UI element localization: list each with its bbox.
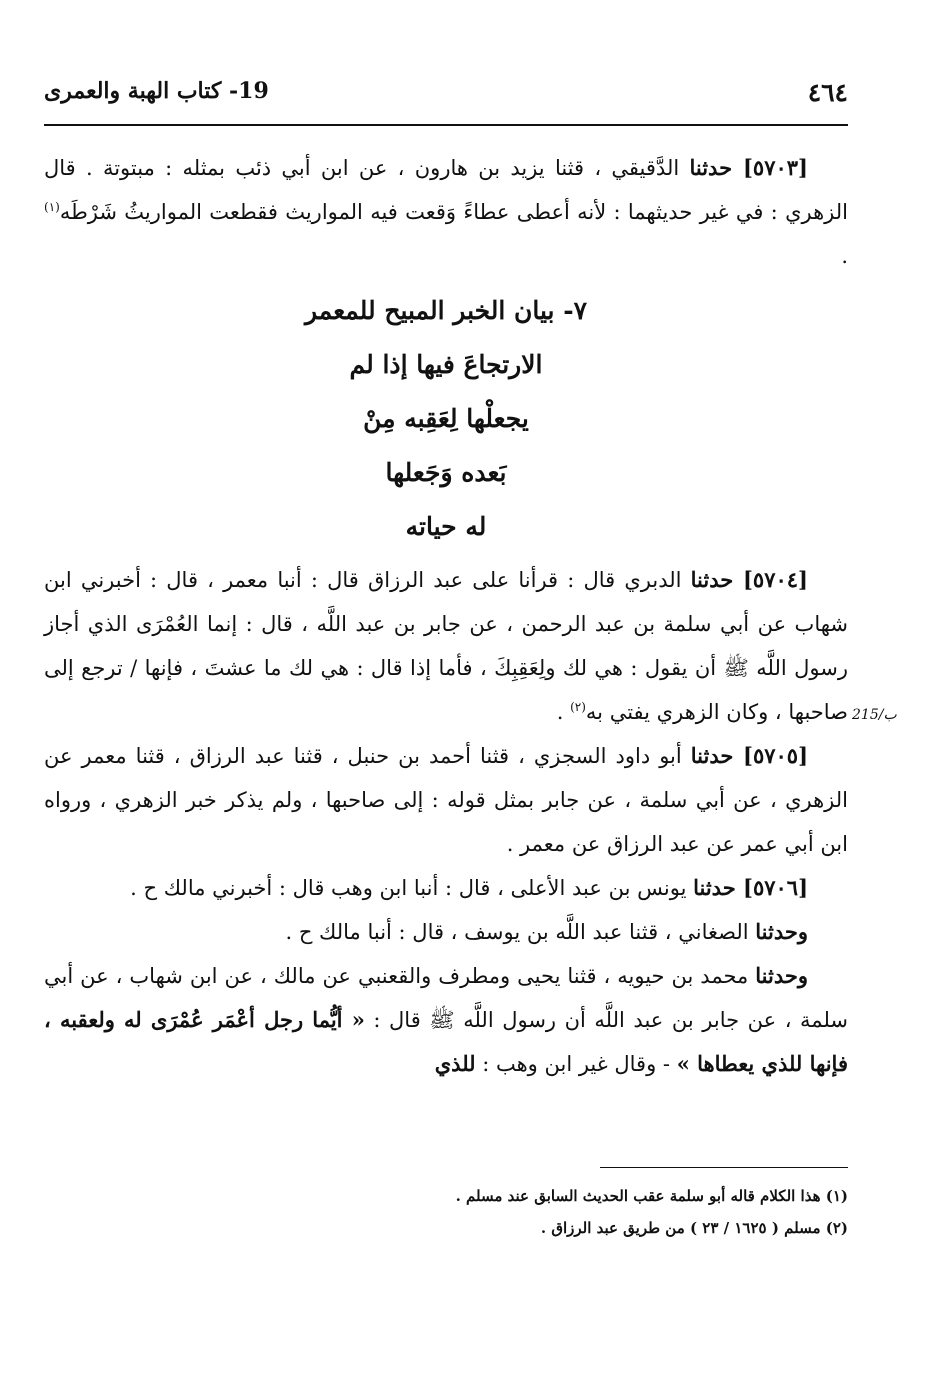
running-title: 19- كتاب الهبة والعمرى bbox=[44, 78, 269, 104]
hadith-matn-quote: « أيُّما رجل أعْمَر عُمْرَى له ولعقبه ، فإنها للذي يعطاها » bbox=[44, 1007, 848, 1076]
page-number: ٤٦٤ bbox=[807, 78, 848, 107]
main-text bbox=[44, 146, 848, 1086]
hadith-opening: [٥٧٠٥] حدثنا bbox=[690, 743, 808, 768]
footnote-ref-2: (٢) bbox=[570, 700, 586, 714]
chapter-heading-line: له حياته bbox=[405, 512, 487, 541]
hadith-opening: [٥٧٠٦] حدثنا bbox=[693, 875, 808, 900]
hadith-text: يونس بن عبد الأعلى ، قال : أنبا ابن وهب قال : أخبرني مالك ح . bbox=[130, 876, 694, 900]
hadith-5705 bbox=[44, 734, 848, 866]
hadith-5706 bbox=[44, 866, 848, 910]
hadith-text: أبو داود السجزي ، قثنا أحمد بن حنبل ، قثنا عبد الرزاق ، قثنا معمر عن الزهري ، عن أبي سلمة ، عن جابر بمثل قوله : إلى صاحبها ، ولم يذكر خبر الزهري ، ورواه ابن أبي عمر عن عبد الرزاق عن معمر . bbox=[44, 744, 848, 856]
hadith-text: الدَّقيقي ، قثنا يزيد بن هارون ، عن ابن أبي ذئب بمثله : مبتوتة . قال الزهري : في غير حديثهما : لأنه أعطى عطاءً وَقعت فيه المواريث فقطعت المواريثُ شَرْطَه bbox=[44, 156, 848, 224]
hadith-opening: وحدثنا bbox=[755, 963, 808, 988]
hadith-text-continued: - وقال غير ابن وهب : bbox=[475, 1052, 677, 1076]
hadith-5703 bbox=[44, 146, 848, 278]
chapter-heading-line: يجعلْها لِعَقِبه مِنْ bbox=[363, 404, 529, 433]
chapter-heading-line: ٧- بيان الخبر المبيح للمعمر bbox=[304, 296, 588, 325]
hadith-opening: [٥٧٠٣] حدثنا bbox=[689, 155, 808, 180]
footnote-ref-1: (١) bbox=[44, 200, 60, 214]
chapter-heading-line: الارتجاعَ فيها إذا لم bbox=[349, 350, 543, 379]
hadith-text: الدبري قال : قرأنا على عبد الرزاق قال : أنبا معمر ، قال : أخبرني ابن شهاب عن أبي سلمة بن عبد الرحمن ، عن جابر بن عبد اللَّه ، قال : إنما العُمْرَى الذي أجاز رسول اللَّه ﷺ أن يقول : هي لك ولِعَقِبِكَ ، فأما إذا قال : هي لك ما عشتَ ، فإنها / ترجع إلى صاحبها ، وكان الزهري يفتي به bbox=[44, 568, 848, 724]
hadith-text: محمد بن حيويه ، قثنا يحيى ومطرف والقعنبي عن مالك ، عن ابن شهاب ، عن أبي سلمة ، عن جابر بن عبد اللَّه أن رسول اللَّه ﷺ قال : bbox=[44, 964, 848, 1032]
footnote-1: (١) هذا الكلام قاله أبو سلمة عقب الحديث السابق عند مسلم . bbox=[455, 1187, 848, 1205]
hadith-opening: [٥٧٠٤] حدثنا bbox=[690, 567, 808, 592]
chapter-heading bbox=[44, 284, 848, 554]
isnad-saghani bbox=[44, 910, 848, 954]
manuscript-folio-marker: 215/ب bbox=[852, 707, 897, 723]
header-rule bbox=[44, 124, 848, 126]
hadith-tail: . bbox=[841, 244, 848, 268]
hadith-5704 bbox=[44, 558, 848, 734]
hadith-tail-bold: للذي bbox=[434, 1051, 476, 1076]
hadith-text: الصغاني ، قثنا عبد اللَّه بن يوسف ، قال : أنبا مالك ح . bbox=[285, 920, 756, 944]
isnad-hayawayh bbox=[44, 954, 848, 1086]
footnotes bbox=[44, 1180, 848, 1244]
hadith-tail: . bbox=[556, 700, 571, 724]
chapter-heading-line: بَعده وَجَعلها bbox=[385, 458, 507, 487]
hadith-opening: وحدثنا bbox=[755, 919, 808, 944]
footnote-2: (٢) مسلم ( ١٦٢٥ / ٢٣ ) من طريق عبد الرزاق . bbox=[540, 1219, 848, 1237]
page-header bbox=[44, 78, 848, 118]
footnote-rule bbox=[600, 1167, 848, 1168]
